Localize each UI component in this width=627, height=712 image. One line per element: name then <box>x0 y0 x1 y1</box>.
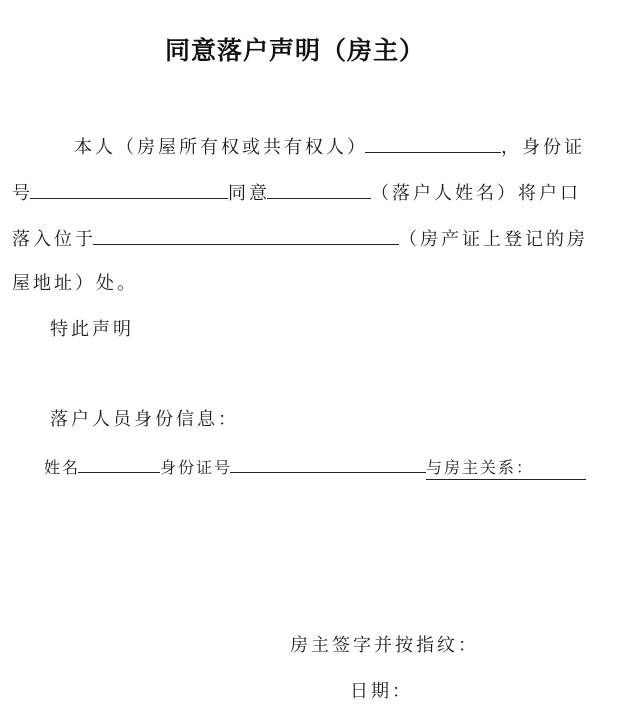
settler-info-name-blank[interactable] <box>78 456 160 473</box>
id-line <box>12 180 581 206</box>
owner-line <box>74 134 585 160</box>
settler-name-blank[interactable] <box>267 180 371 199</box>
owner-id-blank[interactable] <box>30 180 228 199</box>
id-label-start: ，身份证 <box>501 137 585 158</box>
info-row <box>44 456 586 480</box>
owner-label: 本人（房屋所有权或共有权人） <box>74 137 368 158</box>
name-label: 姓名 <box>44 458 81 477</box>
declaration: 特此声明 <box>50 319 134 340</box>
agree-label: 同意 <box>228 183 270 204</box>
address-note-end: 屋地址）处。 <box>12 273 138 294</box>
address-note-line <box>12 272 138 296</box>
info-heading: 落户人员身份信息： <box>50 409 239 430</box>
owner-name-blank[interactable] <box>365 134 501 153</box>
settler-label: （落户人姓名）将户口 <box>371 183 581 204</box>
date-label: 日期： <box>350 681 413 702</box>
relation-label: 与房主关系： <box>426 457 586 480</box>
address-blank[interactable] <box>93 226 399 245</box>
address-line <box>12 226 588 252</box>
id-number-label: 身份证号 <box>160 458 233 477</box>
id-label-end: 号 <box>12 183 33 204</box>
signature-label: 房主签字并按指纹： <box>290 635 479 656</box>
located-label: 落入位于 <box>12 229 96 250</box>
settler-id-blank[interactable] <box>230 456 426 473</box>
page-title: 同意落户声明（房主） <box>164 36 425 65</box>
address-note-start: （房产证上登记的房 <box>399 229 588 250</box>
